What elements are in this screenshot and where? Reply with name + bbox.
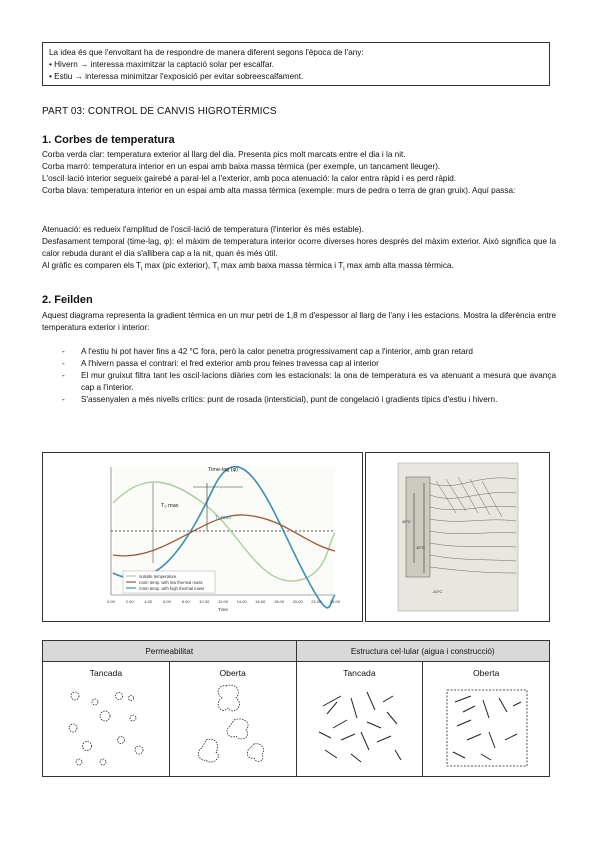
t0-label: T₀ max	[161, 503, 179, 509]
intro-line-1: La idea és que l'envoltant ha de respondre de manera diferent segons l'època de l'any:	[49, 48, 364, 57]
paragraph: Desfasament temporal (time-lag, φ): el màxim de temperatura interior ocorre diverses hores després del màxim exterior. Això significa que la calor rebuda durant el dia s'allibera cap a la nit, quan és més útil.	[42, 237, 556, 259]
legend-entry: room temp. with low thermal mass	[139, 580, 203, 585]
x-tick: 6.00	[163, 599, 171, 604]
x-tick: 2.00	[125, 599, 134, 604]
subscript: i	[343, 266, 345, 273]
header-cell-structure: Estructura cel·lular (aigua i construcció)	[296, 641, 550, 662]
intro-line-2: • Hivern → interessa maximitzar la captació solar per escalfar.	[49, 60, 274, 69]
x-tick: 0.00	[107, 599, 115, 604]
subscript: i	[141, 266, 143, 273]
subscript: i	[217, 266, 219, 273]
text-span: max amb baixa massa tèrmica i T	[218, 261, 344, 271]
paragraph: Corba verda clar: temperatura exterior al llarg del dia. Presenta pics molt marcats entre el dia i la nit.	[42, 150, 406, 159]
list-item: - A l'estiu hi pot haver fins a 42 °C fora, però la calor penetra progressivament cap a l'interior, amb gran retard	[62, 346, 556, 358]
intro-box	[42, 42, 550, 86]
cell-label: Oberta	[219, 668, 246, 678]
x-tick: 4.00	[144, 599, 153, 604]
section-2-body	[42, 310, 556, 334]
table-cell	[43, 662, 170, 777]
section-2-heading: 2. Feilden	[42, 294, 93, 306]
open-pores-illustration	[170, 662, 297, 776]
list-item: - A l'hivern passa el contrari: el fred exterior amb prou feines travessa cap al interior	[62, 358, 556, 370]
intro-line-3: • Estiu → interessa minimitzar l'exposició per evitar sobreescalfament.	[49, 72, 304, 81]
text-span: max amb alta massa tèrmica.	[344, 261, 454, 271]
temp-label: 10°C	[416, 545, 425, 550]
x-tick: 22.00	[311, 599, 322, 604]
x-tick: 10.00	[199, 599, 210, 604]
paragraph: Corba blava: temperatura interior en un espai amb alta massa tèrmica (exemple: murs de pedra o terra de gran gruix). Aquí passa:	[42, 186, 516, 196]
timelag-label: Time-lag (φ)	[208, 467, 238, 473]
paragraph	[42, 260, 556, 276]
wall-section	[406, 477, 430, 577]
table-cell	[169, 662, 296, 777]
x-tick: 8.00	[181, 599, 190, 604]
section-1-body-2	[42, 224, 556, 276]
cell-label: Tancada	[343, 668, 376, 678]
permeability-open	[170, 662, 296, 776]
text-span: Al gràfic es comparen els T	[42, 261, 142, 271]
legend-entry: outside temperature	[139, 574, 177, 579]
legend-entry: room temp. with high thermal mass	[139, 586, 205, 591]
x-tick: 14.00	[236, 599, 247, 604]
structure-table	[42, 640, 550, 777]
x-tick: 16.00	[255, 599, 266, 604]
paragraph: Atenuació: es redueix l'amplitud de l'oscil·lació de temperatura (l'interior és més estable).	[42, 225, 364, 234]
x-axis-label: Time	[218, 607, 228, 612]
section-1-body	[42, 149, 556, 197]
feilden-figure	[365, 452, 550, 622]
x-tick-labels	[107, 599, 341, 604]
x-tick: 18.00	[273, 599, 285, 604]
ti-label: Tᵢ max	[215, 515, 232, 521]
temp-label: -10°C	[432, 589, 443, 594]
permeability-closed	[43, 662, 169, 776]
structure-closed	[297, 662, 423, 776]
closed-cell-illustration	[297, 662, 424, 776]
x-tick: 20.00	[292, 599, 303, 604]
feilden-diagram	[366, 453, 549, 621]
list-item: - S'assenyalen a més nivells crítics: punt de rosada (intersticial), punt de congelació i gradients típics d'estiu i hivern.	[62, 394, 556, 406]
section-1-heading: 1. Corbes de temperatura	[42, 134, 175, 146]
header-permeability: Permeabilitat	[43, 641, 297, 662]
temp-label: 40°C	[402, 519, 411, 524]
paragraph: Aquest diagrama representa la gradient tèrmica en un mur petri de 1,8 m d'espessor al llarg de l'any i les estacions. Mostra la diferència entre temperatura exterior i interior:	[42, 311, 556, 333]
x-tick: 12.00	[217, 599, 229, 604]
closed-pores-illustration	[43, 662, 170, 776]
table-cell	[423, 662, 550, 777]
x-tick: 24.00	[329, 599, 341, 604]
list-item: - El mur gruixut filtra tant les oscil·lacions diàries com les estacionals: la ona de temperatura es va atenuant a mesura que avança cap a l'interior.	[62, 370, 556, 394]
cell-label: Oberta	[472, 668, 500, 678]
open-cell-illustration	[423, 662, 550, 776]
cell-label: Tancada	[89, 668, 123, 678]
part-title: PART 03: CONTROL DE CANVIS HIGROTÈRMICS	[42, 106, 277, 117]
structure-open	[423, 662, 549, 776]
section-2-list	[62, 346, 556, 406]
table-cell	[296, 662, 423, 777]
temperature-curves-chart	[43, 453, 362, 621]
paragraph: L'oscil·lació interior segueix gairebé a paral·lel a l'exterior, amb poca atenuació: la calor entra ràpid i es perd ràpid.	[42, 174, 457, 184]
temperature-curves-figure	[42, 452, 363, 622]
paragraph: Corba marró: temperatura interior en un espai amb baixa massa tèrmica (per exemple, un tancament lleuger).	[42, 162, 441, 172]
text-span: max (pic exterior), T	[142, 261, 218, 271]
